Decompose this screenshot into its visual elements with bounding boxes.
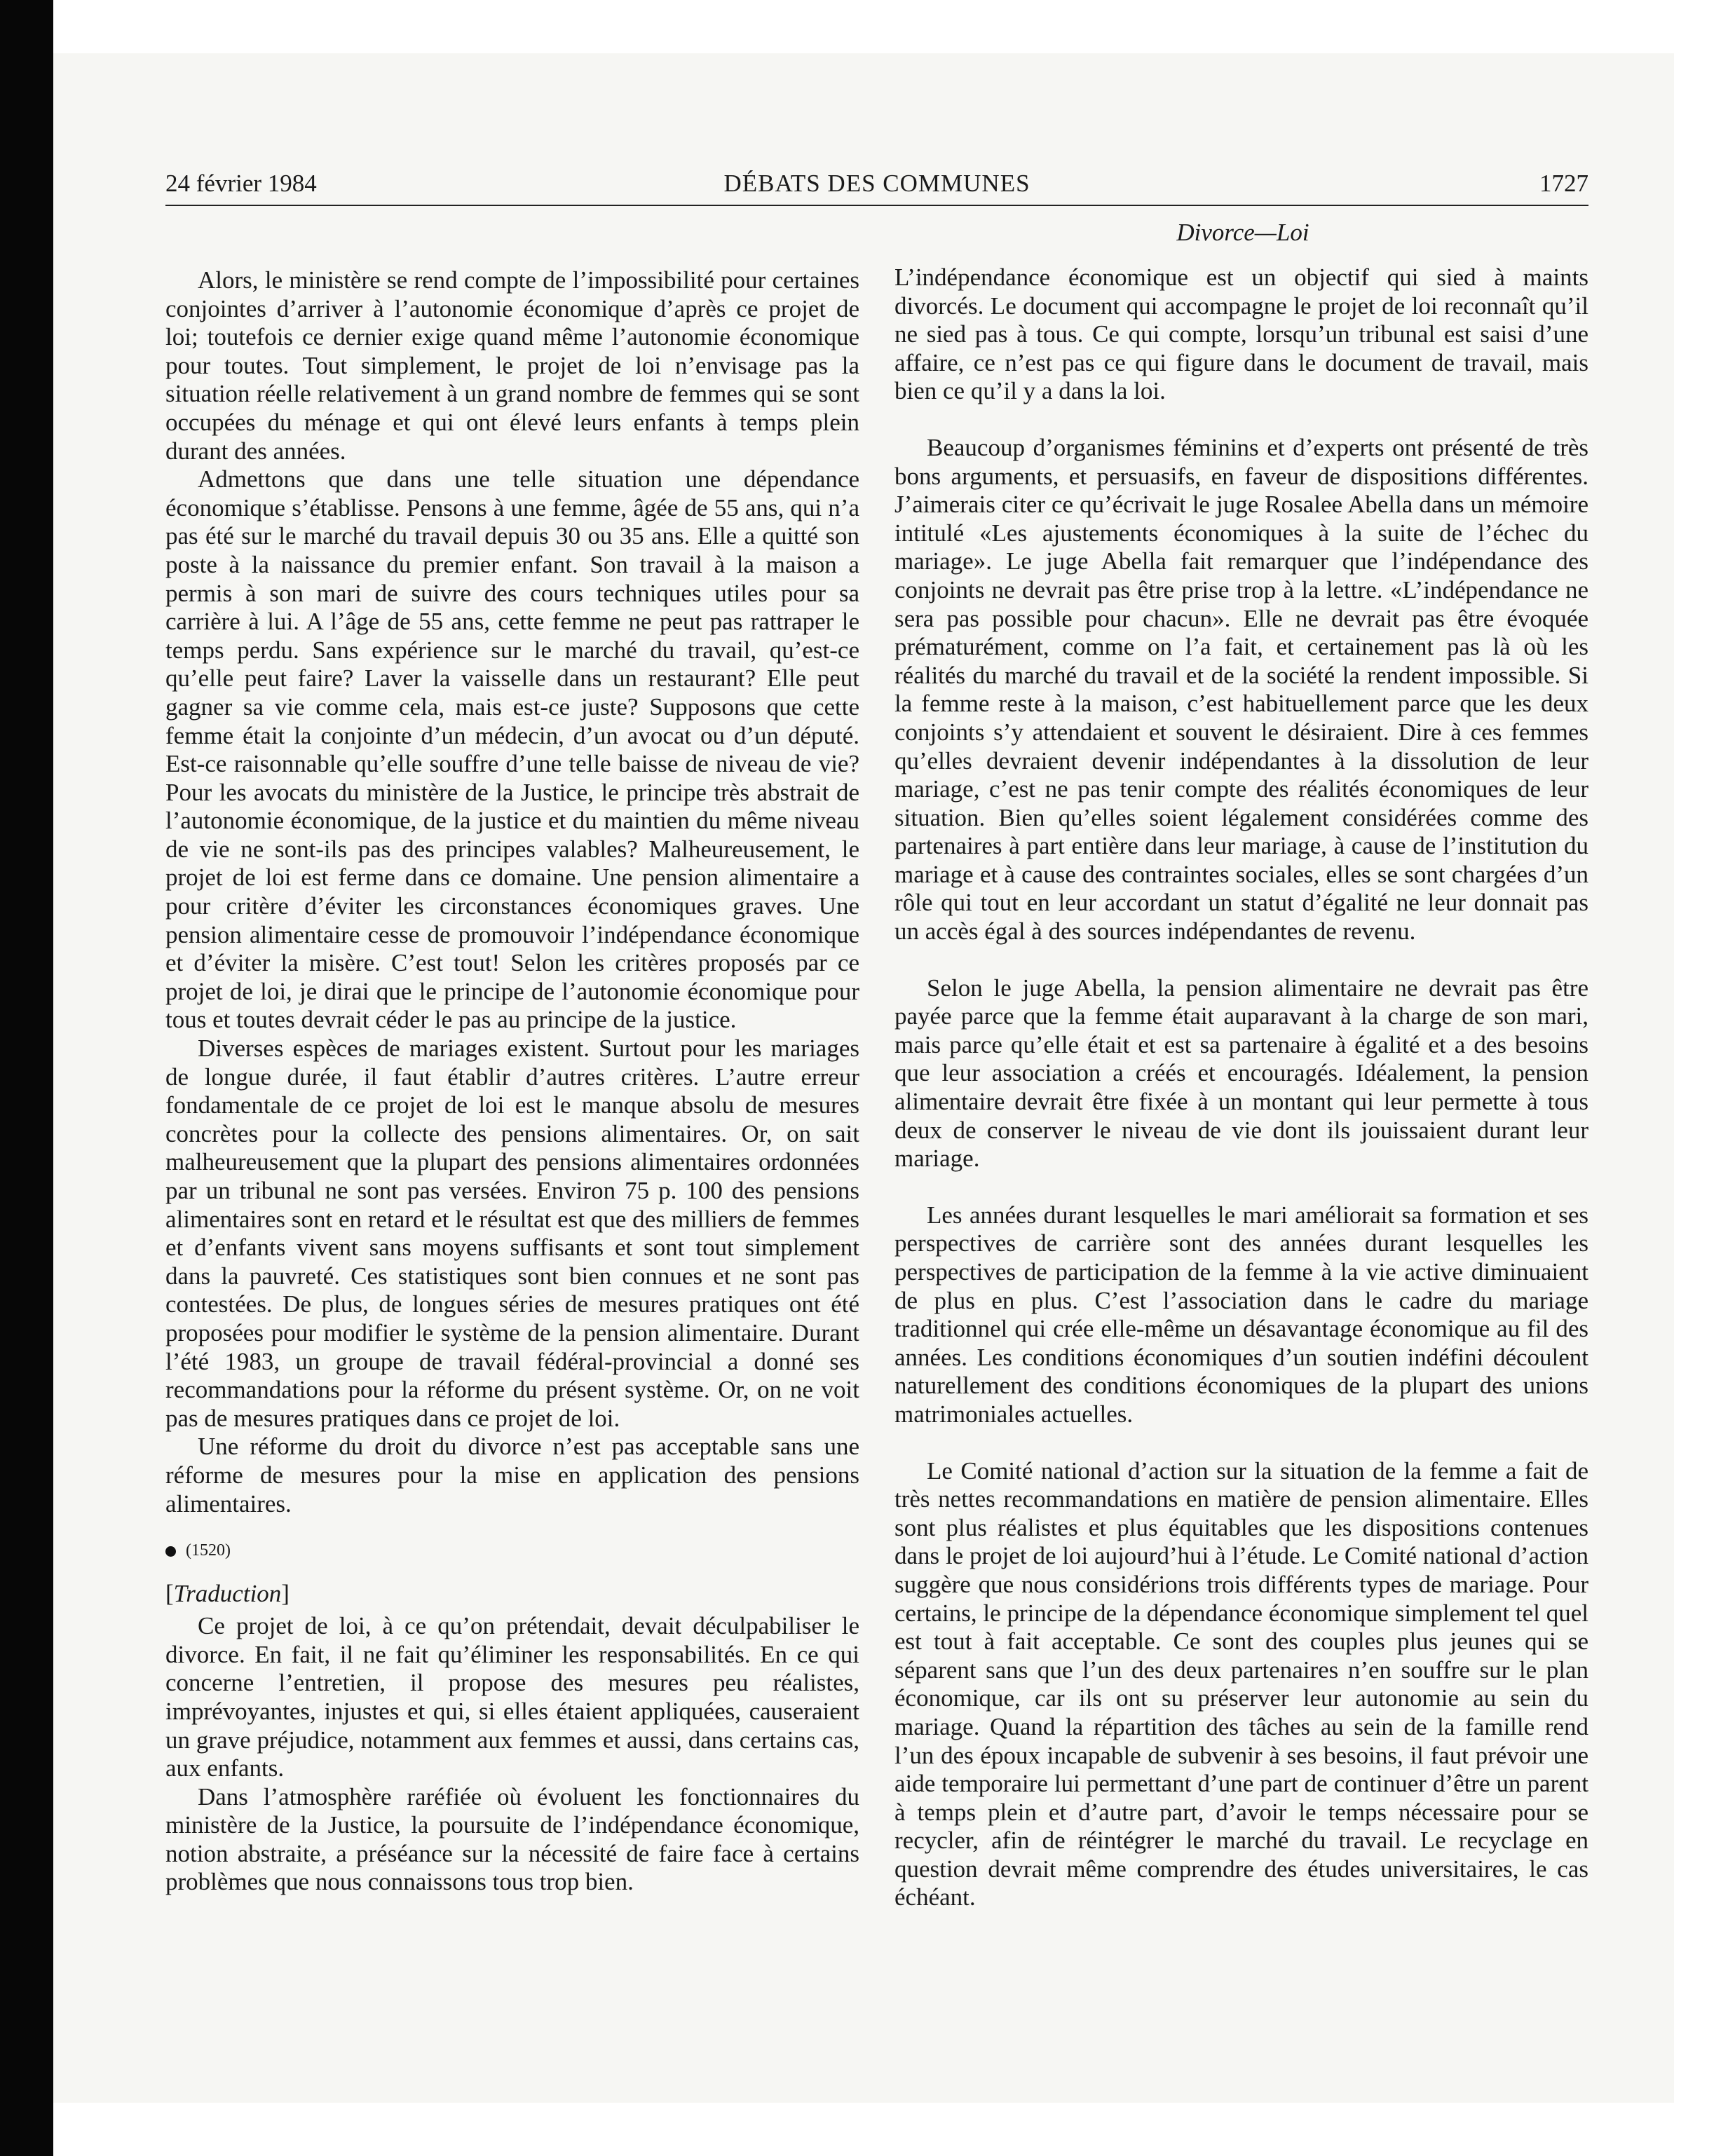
page-header [165,167,1588,200]
bullet-icon [165,1546,176,1557]
paragraph: Ce projet de loi, à ce qu’on prétendait, devait déculpabiliser le divorce. En fait, il ne fait qu’éliminer les responsabilités. En ce qui concerne l’entretien, il propose des mesures peu réalistes, imprévoyantes, injustes et qui, si elles étaient appliquées, causeraient un grave préjudice, notamment aux femmes et aussi, dans certains cas, aux enfants. [165,1612,859,1782]
right-column [894,264,1588,1912]
translation-marker: [Traduction] [165,1580,290,1608]
paragraph: L’indépendance économique est un objectif qui sied à maints divorcés. Le document qui accompagne le projet de loi reconnaît qu’il ne sied pas à tous. Ce qui compte, lorsqu’un tribunal est saisi d’une affaire, ce n’est pas ce qui figure dans le document de travail, mais bien ce qu’il y a dans la loi. [894,264,1588,405]
header-date: 24 février 1984 [165,170,317,197]
subject-heading: Divorce—Loi [1176,219,1309,246]
paragraph: Diverses espèces de mariages existent. Surtout pour les mariages de longue durée, il faut établir d’autres critères. L’autre erreur fondamentale de ce projet de loi est le manque absolu de mesures concrètes pour la collecte des pensions alimentaires. Or, on sait malheureusement que la plupart des pensions alimentaires ordonnées par un tribunal ne sont pas versées. Environ 75 p. 100 des pensions alimentaires sont en retard et le résultat est que des milliers de femmes et d’enfants vivent sans moyens suffisants et sont tout simplement dans la pauvreté. Ces statistiques sont bien connues et ne sont pas contestées. De plus, de longues séries de mesures pratiques ont été proposées pour modifier le système de la pension alimentaire. Durant l’été 1983, un groupe de travail fédéral-provincial a donné ses recommandations pour la réforme du présent système. Or, on ne voit pas de mesures pratiques dans ce projet de loi. [165,1035,859,1432]
page-number: 1727 [1539,170,1588,197]
paragraph: Selon le juge Abella, la pension alimentaire ne devrait pas être payée parce que la femme était auparavant à la charge de son mari, mais parce qu’elle était et est sa partenaire à égalité et a des besoins que leur association a créés et encouragés. Idéalement, la pension alimentaire devrait être fixée à un montant qui leur permette à tous deux de conserver le niveau de vie dont ils jouissaient durant leur mariage. [894,974,1588,1173]
paragraph: Admettons que dans une telle situation une dépendance économique s’établisse. Pensons à une femme, âgée de 55 ans, qui n’a pas été sur le marché du travail depuis 30 ou 35 ans. Elle a quitté son poste à la naissance du premier enfant. Son travail à la maison a permis à son mari de suivre des cours techniques utiles pour sa carrière à lui. A l’âge de 55 ans, cette femme ne peut pas rattraper le temps perdu. Sans expérience sur le marché du travail, qu’est-ce qu’elle peut faire? Laver la vaisselle dans un restaurant? Elle peut gagner sa vie comme cela, mais est-ce juste? Supposons que cette femme était la conjointe d’un médecin, d’un avocat ou d’un député. Est-ce raisonnable qu’elle souffre d’une telle baisse de niveau de vie? Pour les avocats du ministère de la Justice, le principe très abstrait de l’autonomie économique, de la justice et du maintien du même niveau de vie ne sont-ils pas des principes valables? Malheureusement, le projet de loi est ferme dans ce domaine. Une pension alimentaire a pour critère d’éviter les circonstances économiques graves. Une pension alimentaire cesse de promouvoir l’indépendance économique et d’éviter la misère. C’est tout! Selon les critères proposés par ce projet de loi, je dirai que le principe de l’autonomie économique pour tous et toutes devrait céder le pas au principe de la justice. [165,465,859,1034]
header-publication: DÉBATS DES COMMUNES [723,170,1030,197]
paragraph: Beaucoup d’organismes féminins et d’experts ont présenté de très bons arguments, et persuasifs, en faveur de dispositions différentes. J’aimerais citer ce qu’écrivait le juge Rosalee Abella dans un mémoire intitulé «Les ajustements économiques à la suite de l’échec du mariage». Le juge Abella fait remarquer que l’indépendance des conjoints ne devrait pas être prise trop à la lettre. «L’indépendance ne sera pas possible pour chacun». Elle ne devrait pas être évoquée prématurément, comme on l’a fait, et certainement pas là où les réalités du marché du travail et de la société la rendent impossible. Si la femme reste à la maison, c’est habituellement parce que les deux conjoints s’y attendaient et souvent le désiraient. Dire à ces femmes qu’elles devraient devenir indépendantes à la dissolution de leur mariage, c’est ne pas tenir compte des réalités économiques de leur situation. Bien qu’elles soient légalement considérées comme des partenaires à part entière dans leur mariage, à cause de l’institution du mariage et à cause des contraintes sociales, elles se sont chargées d’un rôle qui tout en leur accordant un statut d’égalité ne leur donnait pas un accès égal à des sources indépendantes de revenu. [894,433,1588,946]
timestamp-marker [165,1536,859,1564]
paragraph: Le Comité national d’action sur la situation de la femme a fait de très nettes recommandations en matière de pension alimentaire. Elles sont plus réalistes et plus équitables que les dispositions contenues dans le projet de loi aujourd’hui à l’étude. Le Comité national d’action suggère que nous considérions trois différents types de mariage. Pour certains, le principe de la dépendance économique simplement tel quel est tout à fait acceptable. Ce sont des couples plus jeunes qui se séparent sans que l’un des deux partenaires n’en souffre sur le plan économique, car ils ont su préserver leur autonomie au sein du mariage. Quand la répartition des tâches au sein de la famille rend l’un des époux incapable de subvenir à ses besoins, il faut prévoir une aide temporaire lui permettant d’une part de continuer d’être un parent à temps plein et d’autre part, d’avoir le temps nécessaire pour se recycler, afin de réintégrer le marché du travail. Le recyclage en question devrait même comprendre des études universitaires, le cas échéant. [894,1456,1588,1911]
paragraph: Alors, le ministère se rend compte de l’impossibilité pour certaines conjointes d’arriver à l’autonomie économique d’après ce projet de loi; toutefois ce dernier exige quand même l’autonomie économique pour toutes. Tout simplement, le projet de loi n’envisage pas la situation réelle relativement à un grand nombre de femmes qui se sont occupées du ménage et qui ont élevé leurs enfants à temps plein durant des années. [165,266,859,465]
timestamp: (1520) [186,1541,231,1560]
paragraph: Dans l’atmosphère raréfiée où évoluent les fonctionnaires du ministère de la Justice, la poursuite de l’indépendance économique, notion abstraite, a préséance sur la nécessité de faire face à certains problèmes que nous connaissons tous trop bien. [165,1782,859,1896]
left-column [165,266,859,1897]
header-rule [165,205,1588,206]
scan-border [0,0,53,2156]
paragraph: Une réforme du droit du divorce n’est pas acceptable sans une réforme de mesures pour la mise en application des pensions alimentaires. [165,1433,859,1517]
translation-label: Traduction [173,1580,282,1608]
paragraph: Les années durant lesquelles le mari améliorait sa formation et ses perspectives de carrière sont des années durant lesquelles les perspectives de participation de la femme à la vie active diminuaient de plus en plus. C’est l’association dans le cadre du mariage traditionnel qui crée elle-même un désavantage économique au fil des années. Les conditions économiques d’un soutien indéfini découlent naturellement des conditions économiques de la plupart des unions matrimoniales actuelles. [894,1201,1588,1428]
